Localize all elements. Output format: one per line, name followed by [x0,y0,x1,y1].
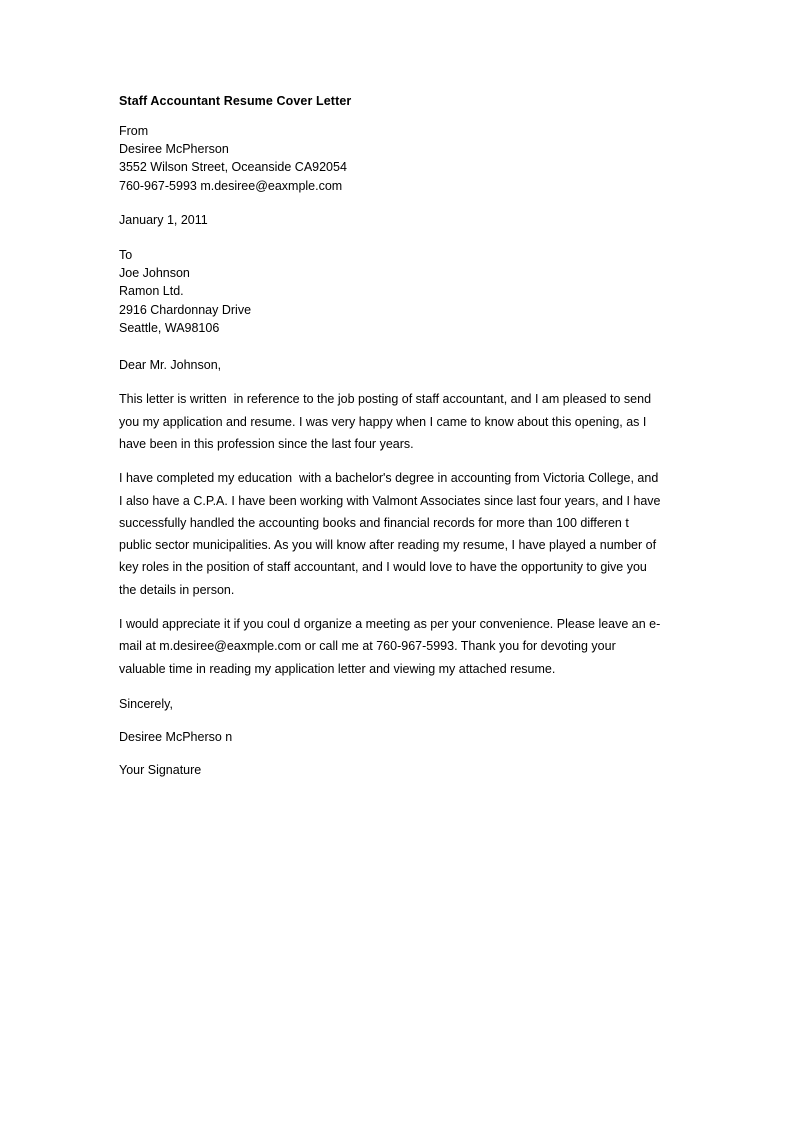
sender-address-block [119,122,664,195]
body-paragraph-2: I have completed my education with a bachelor's degree in accounting from Victoria College, and I also have a C.P.A. I have been working with Valmont Associates since last four years, and I have successfully handled the accounting books and financial records for more than 100 differen t public sector municipalities. As you will know after reading my resume, I have played a number of key roles in the position of staff accountant, and I would love to have the opportunity to give you the details in person. [119,471,664,597]
sender-name: Desiree McPherson [119,142,229,157]
sender-street-city: 3552 Wilson Street, Oceanside CA92054 [119,160,347,175]
signer-name: Desiree McPherso n [119,730,233,745]
salutation: Dear Mr. Johnson, [119,358,222,373]
recipient-company: Ramon Ltd. [119,284,184,299]
sender-phone-email: 760-967-5993 m.desiree@eaxmple.com [119,178,343,193]
page-title: Staff Accountant Resume Cover Letter [119,94,352,108]
recipient-name: Joe Johnson [119,266,190,281]
spacer-after-date [119,229,664,246]
body-paragraph-3: I would appreciate it if you coul d organize a meeting as per your convenience. Please leave an e-mail at m.desiree@eaxmple.com or call me at 760-967-5993. Thank you for devoting your valuable time in reading my application letter and viewing my attached resume. [119,617,661,676]
valediction: Sincerely, [119,696,173,711]
cover-letter-body [119,93,664,782]
spacer-after-sender [119,195,664,211]
sender-label: From [119,124,149,138]
letter-date: January 1, 2011 [119,212,208,227]
recipient-city-state-zip: Seattle, WA98106 [119,320,220,335]
recipient-street: 2916 Chardonnay Drive [119,302,252,317]
body-paragraph-1: This letter is written in reference to the job posting of staff accountant, and I am pleased to send you my application and resume. I was very happy when I came to know about this opening, as I have been in this profession since the last four years. [119,392,655,451]
signature-placeholder: Your Signature [119,763,202,778]
recipient-address-block [119,246,664,337]
spacer-after-recipient [119,337,664,354]
recipient-label: To [119,248,133,263]
